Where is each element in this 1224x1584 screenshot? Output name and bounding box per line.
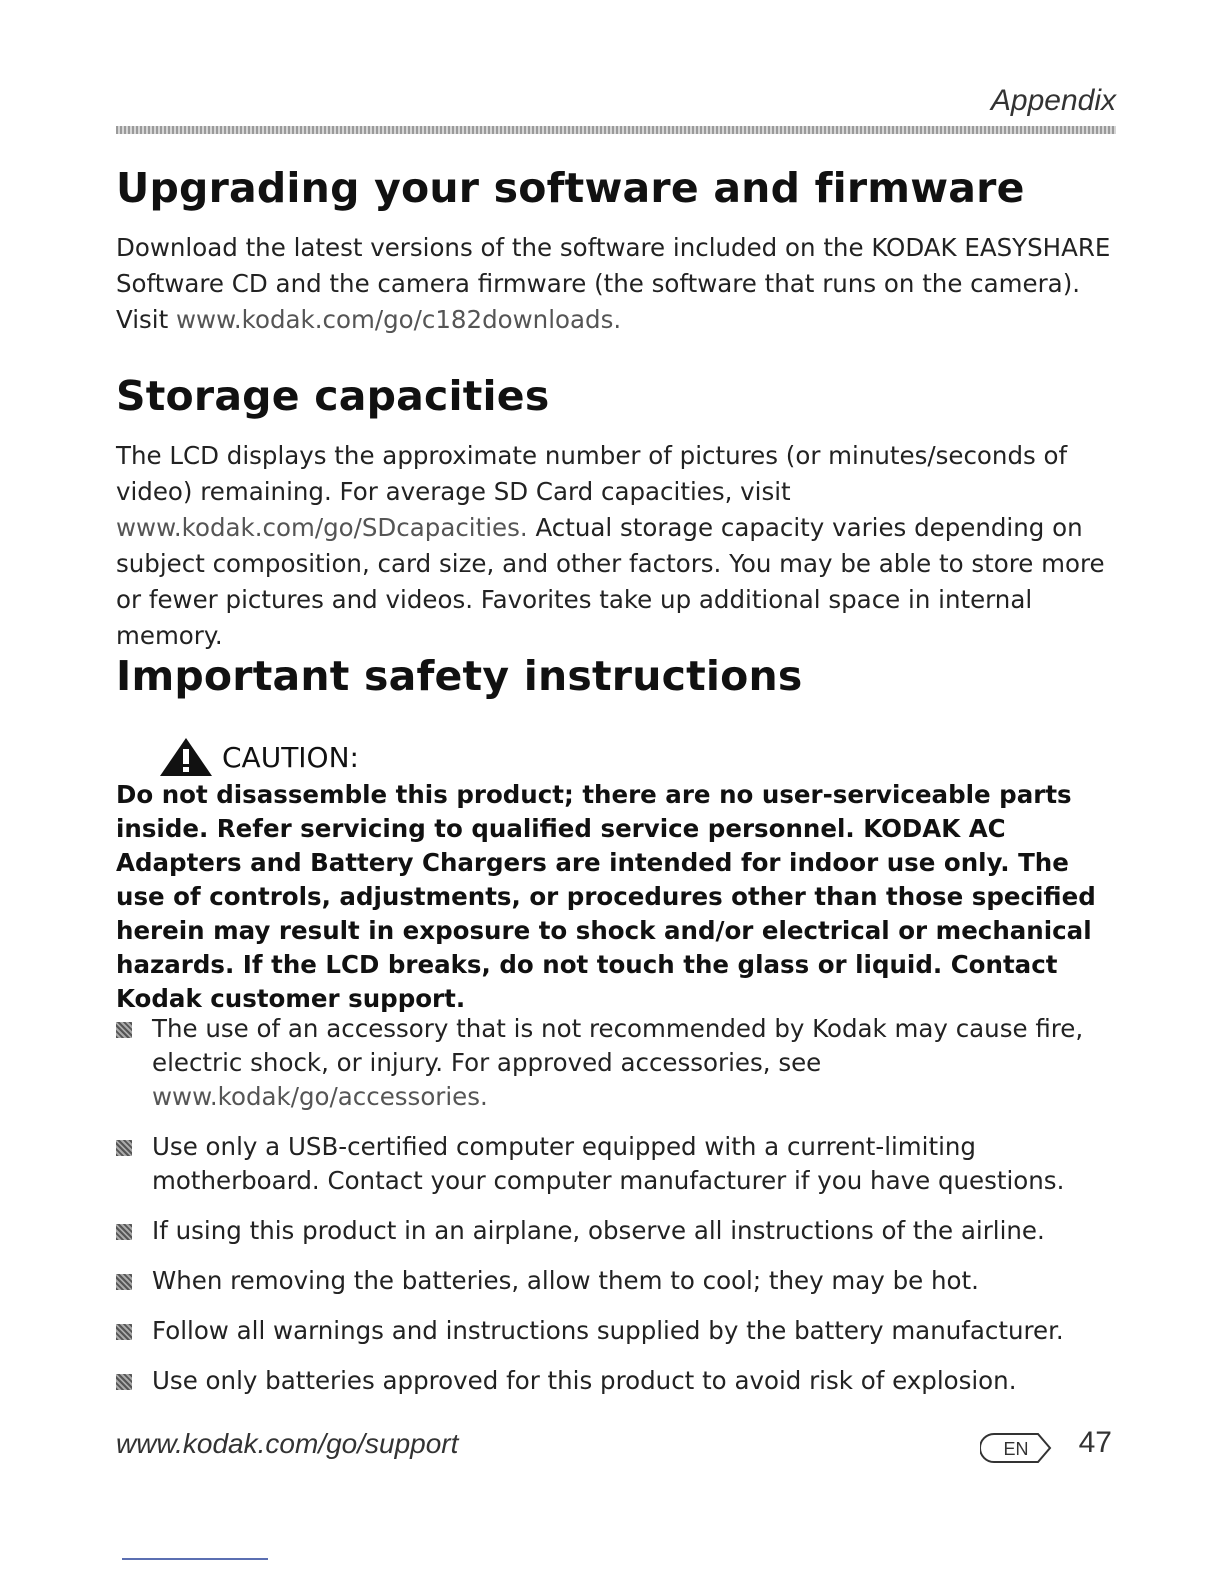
heading-safety: Important safety instructions	[116, 652, 803, 700]
storage-text-before: The LCD displays the approximate number of pictures (or minutes/seconds of video) remaining. For average SD Card capacities, visit	[116, 441, 1068, 506]
footer-support-link[interactable]: www.kodak.com/go/support	[116, 1428, 459, 1459]
page-number: 47	[1078, 1426, 1112, 1459]
bullet-square-icon	[116, 1140, 132, 1156]
paragraph-upgrading	[116, 230, 1116, 338]
list-item	[116, 1314, 1126, 1348]
safety-bullet-list	[116, 1012, 1126, 1414]
bullet-square-icon	[116, 1324, 132, 1340]
bullet-text: Use only a USB-certified computer equipped with a current-limiting motherboard. Contact your computer manufacturer if you have questions.	[152, 1132, 1065, 1195]
bullet-square-icon	[116, 1224, 132, 1240]
bullet-square-icon	[116, 1274, 132, 1290]
caution-label: CAUTION:	[222, 740, 359, 774]
list-item	[116, 1012, 1126, 1114]
bullet-square-icon	[116, 1374, 132, 1390]
en-language-icon	[980, 1430, 1052, 1466]
bullet-text: The use of an accessory that is not recommended by Kodak may cause fire, electric shock, or injury. For approved accessories, see	[152, 1014, 1084, 1077]
bullet-text: Follow all warnings and instructions supplied by the battery manufacturer.	[152, 1316, 1064, 1345]
header-rule	[116, 126, 1116, 134]
caution-warning-text: Do not disassemble this product; there are no user-serviceable parts inside. Refer servicing to qualified service personnel. KODAK AC Adapters and Battery Chargers are intended for indoor use only. The use of controls, adjustments, or procedures other than those specified herein may result in exposure to shock and/or electrical or mechanical hazards. If the LCD breaks, do not touch the glass or liquid. Contact Kodak customer support.	[116, 780, 1096, 1013]
bullet-square-icon	[116, 1022, 132, 1038]
list-item	[116, 1264, 1126, 1298]
warning-triangle-icon	[158, 736, 214, 778]
bullet-text: If using this product in an airplane, observe all instructions of the airline.	[152, 1216, 1045, 1245]
bottom-accent-line	[122, 1558, 268, 1560]
list-item	[116, 1130, 1126, 1198]
list-item	[116, 1364, 1126, 1398]
sdcapacities-link[interactable]: www.kodak.com/go/SDcapacities.	[116, 513, 528, 542]
language-badge-text: EN	[1003, 1439, 1029, 1459]
caution-callout	[158, 736, 359, 778]
downloads-link[interactable]: www.kodak.com/go/c182downloads.	[176, 305, 622, 334]
list-item	[116, 1214, 1126, 1248]
paragraph-storage	[116, 438, 1116, 654]
heading-upgrading: Upgrading your software and firmware	[116, 164, 1025, 212]
bullet-text: When removing the batteries, allow them to cool; they may be hot.	[152, 1266, 979, 1295]
accessories-link[interactable]: www.kodak/go/accessories.	[152, 1082, 488, 1111]
section-header: Appendix	[990, 84, 1116, 117]
storage-text-after: Actual storage capacity varies depending on subject composition, card size, and other factors. You may be able to store more or fewer pictures and videos. Favorites take up additional space in internal memory.	[116, 513, 1105, 650]
heading-storage: Storage capacities	[116, 372, 550, 420]
upgrading-text: Download the latest versions of the software included on the KODAK EASYSHARE Software CD and the camera firmware (the software that runs on the camera). Visit	[116, 233, 1111, 334]
bullet-text: Use only batteries approved for this product to avoid risk of explosion.	[152, 1366, 1017, 1395]
